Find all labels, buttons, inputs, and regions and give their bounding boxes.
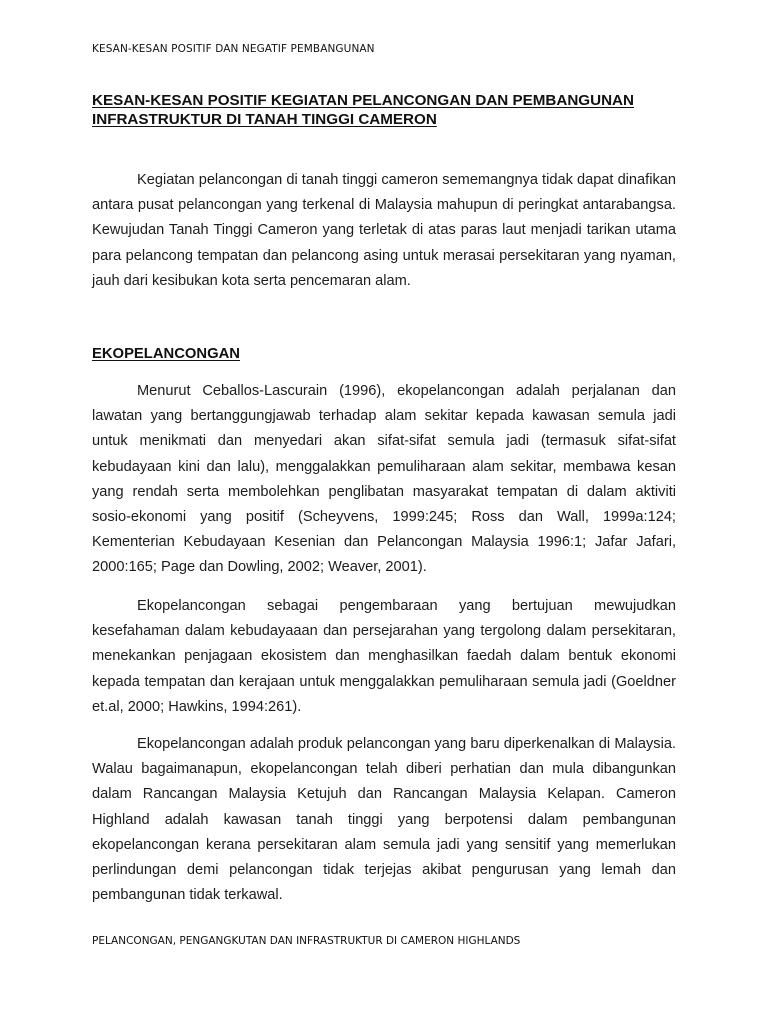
- body-paragraph: Ekopelancongan sebagai pengembaraan yang bertujuan mewujudkan kesefahaman dalam kebudayaaan dan persejarahan yang tergolong dalam persekitaran, menekankan penjagaan ekosistem dan menghasilkan faedah dalam bentuk ekonomi kepada tempatan dan kerajaan untuk menggalakkan pemuliharaan semula jadi (Goeldner et.al, 2000; Hawkins, 1994:261).: [92, 598, 676, 715]
- document-title: KESAN-KESAN POSITIF KEGIATAN PELANCONGAN DAN PEMBANGUNAN INFRASTRUKTUR DI TANAH TINGGI CAMERON: [92, 92, 634, 128]
- body-paragraph: Ekopelancongan adalah produk pelancongan yang baru diperkenalkan di Malaysia. Walau bagaimanapun, ekopelancongan telah diberi perhatian dan mula dibangunkan dalam Rancangan Malaysia Ketujuh dan Rancangan Malaysia Kelapan. Cameron Highland adalah kawasan tanah tinggi yang berpotensi dalam pembangunan ekopelancongan kerana persekitaran alam semula jadi yang sensitif yang memerlukan perlindungan demi pelancongan tidak terjejas akibat pengurusan yang lemah dan pembangunan tidak terkawal.: [92, 736, 676, 904]
- running-footer: PELANCONGAN, PENGANGKUTAN DAN INFRASTRUKTUR DI CAMERON HIGHLANDS: [92, 935, 521, 947]
- section-heading-ekopelancongan: EKOPELANCONGAN: [92, 346, 240, 362]
- running-header: KESAN-KESAN POSITIF DAN NEGATIF PEMBANGUNAN: [92, 43, 375, 55]
- intro-paragraph: Kegiatan pelancongan di tanah tinggi cameron sememangnya tidak dapat dinafikan antara pusat pelancongan yang terkenal di Malaysia mahupun di peringkat antarabangsa. Kewujudan Tanah Tinggi Cameron yang terletak di atas paras laut menjadi tarikan utama para pelancong tempatan dan pelancong asing untuk merasai persekitaran yang nyaman, jauh dari kesibukan kota serta pencemaran alam.: [92, 172, 676, 289]
- body-paragraph: Menurut Ceballos-Lascurain (1996), ekopelancongan adalah perjalanan dan lawatan yang bertanggungjawab terhadap alam sekitar kepada kawasan semula jadi untuk menikmati dan menyedari akan sifat-sifat semula jadi (termasuk sifat-sifat kebudayaan kini dan lalu), menggalakkan pemuliharaan alam sekitar, membawa kesan yang rendah serta membolehkan penglibatan masyarakat tempatan di dalam aktiviti sosio-ekonomi yang positif (Scheyvens, 1999:245; Ross dan Wall, 1999a:124; Kementerian Kebudayaan Kesenian dan Pelancongan Malaysia 1996:1; Jafar Jafari, 2000:165; Page dan Dowling, 2002; Weaver, 2001).: [92, 383, 676, 576]
